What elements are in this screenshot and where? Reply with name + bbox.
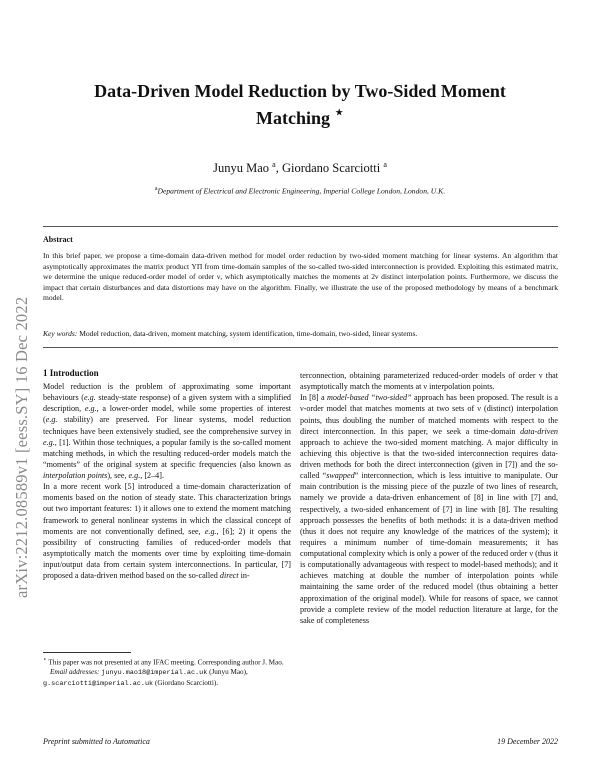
- footnote-emails: Email addresses: junyu.mao18@imperial.ac.uk (Junyu Mao), g.scarciotti@imperial.ac.uk (Giordano Scarciotti).: [43, 667, 248, 688]
- author-name: Giordano Scarciotti: [281, 161, 381, 176]
- arxiv-identifier: arXiv:2212.08589v1 [eess.SY] 16 Dec 2022: [12, 296, 31, 598]
- section-heading: 1 Introduction: [43, 368, 99, 378]
- keywords: [43, 329, 558, 339]
- right-column: [300, 370, 558, 626]
- title-line-1: Data-Driven Model Reduction by Two-Sided Moment: [94, 81, 506, 101]
- paper-title: [60, 80, 540, 129]
- affiliation-mark: a: [154, 186, 158, 192]
- abstract-heading: Abstract: [43, 235, 73, 244]
- footnote-note: ⋆ This paper was not presented at any IFAC meeting. Corresponding author J. Mao.: [43, 657, 284, 667]
- title-line-2: Matching: [256, 108, 331, 128]
- affiliation-text: Department of Electrical and Electronic Engineering, Imperial College London, London, U.K.: [157, 186, 446, 196]
- title-footnote-mark: ⋆: [334, 105, 344, 121]
- submission-date: 19 December 2022: [497, 737, 558, 746]
- footnote: [43, 656, 291, 689]
- affiliation: [60, 186, 540, 196]
- left-column: [43, 381, 291, 581]
- email-link[interactable]: junyu.mao18@imperial.ac.uk: [101, 668, 208, 677]
- author-affiliation-mark: a: [272, 160, 276, 169]
- keywords-text: Model reduction, data-driven, moment matching, system identification, time-domain, two-sided, linear systems.: [79, 329, 418, 338]
- keywords-label: Key words:: [43, 329, 78, 338]
- paragraph: terconnection, obtaining parameterized reduced-order models of order ν that asymptotically match the moments at ν interpolation points.: [300, 371, 558, 392]
- abstract-top-rule: [43, 226, 558, 227]
- paragraph: In a more recent work [5] introduced a time-domain characterization of moments based on the notion of steady state. This characterization brings out two important features: 1) it allows one to extend the moment matching framework to general nonlinear systems in which the classical concept of moments are not conventionally defined, see, e.g., [6]; 2) it opens the possibility of constructing families of reduced-order models that asymptotically match the moments over time by exploiting time-domain input/output data from certain system interconnections. In particular, [7] proposed a data-driven method based on the so-called direct in-: [43, 482, 291, 581]
- paragraph: Model reduction is the problem of approximating some important behaviours (e.g. steady-state response) of a given system with a simplified description, e.g., a lower-order model, while some properties of interest (e.g. stability) are preserved. For linear systems, model reduction techniques have been extensively studied, see the comprehensive survey in e.g., [1]. Within those techniques, a popular family is the so-called moment matching methods, in which the resulting reduced-order models match the “moments” of the original system at specific frequencies (also known as interpolation points), see, e.g., [2–4].: [43, 382, 291, 480]
- abstract-bottom-rule: [43, 347, 558, 348]
- paragraph: In [8] a model-based “two-sided” approach has been proposed. The result is a ν-order model that matches moments at two sets of ν (distinct) interpolation points, thus doubling the number of matched moments with respect to the direct interconnection. In this paper, we seek a time-domain data-driven approach to achieve the two-sided moment matching. A major difficulty in achieving this objective is that the two-sided interconnection requires data-driven methods for both the direct interconnection (given in [7]) and the so-called “swapped” interconnection, which is less intuitive to manipulate. Our main contribution is the missing piece of the puzzle of two lines of research, namely we provide a data-driven enhancement of [8] in line with [7] and, respectively, a two-sided enhancement of [7] in line with [8]. The resulting approach possesses the benefits of both methods: it is a data-driven method (thus it does not require any knowledge of the matrices of the system); it requires a minimum number of time-domain measurements; it has computational complexity which is only a power of the reduced order ν (thus it is computationally advantageous with respect to model-based methods); and it achieves matching at double the number of interpolation points while maintaining the same order of the reduced model (thus obtaining a better approximation of the original model). While for reasons of space, we cannot provide a complete review of the model reduction literature at large, for the sake of completeness: [300, 393, 558, 625]
- abstract-text: In this brief paper, we propose a time-domain data-driven method for model order reduction by two-sided moment matching for linear systems. An algorithm that asymptotically approximates the matrix product ΥΠ from time-domain samples of the so-called two-sided interconnection is provided. Exploiting this estimated matrix, we determine the unique reduced-order model of order ν, which asymptotically matches the moments at 2ν distinct interpolation points. Furthermore, we discuss the impact that certain disturbances and data distortions may have on the algorithm. Finally, we illustrate the use of the proposed methodology by means of a benchmark model.: [43, 251, 558, 303]
- email-link[interactable]: g.scarciotti@imperial.ac.uk: [43, 679, 154, 688]
- author-affiliation-mark: a: [383, 160, 387, 169]
- footnote-rule: [43, 652, 131, 653]
- author-list: Junyu Mao $^a$, Giordano Scarciotti $^a$: [213, 160, 387, 176]
- author-name: Junyu Mao: [213, 161, 270, 176]
- preprint-note: Preprint submitted to Automatica: [43, 737, 150, 746]
